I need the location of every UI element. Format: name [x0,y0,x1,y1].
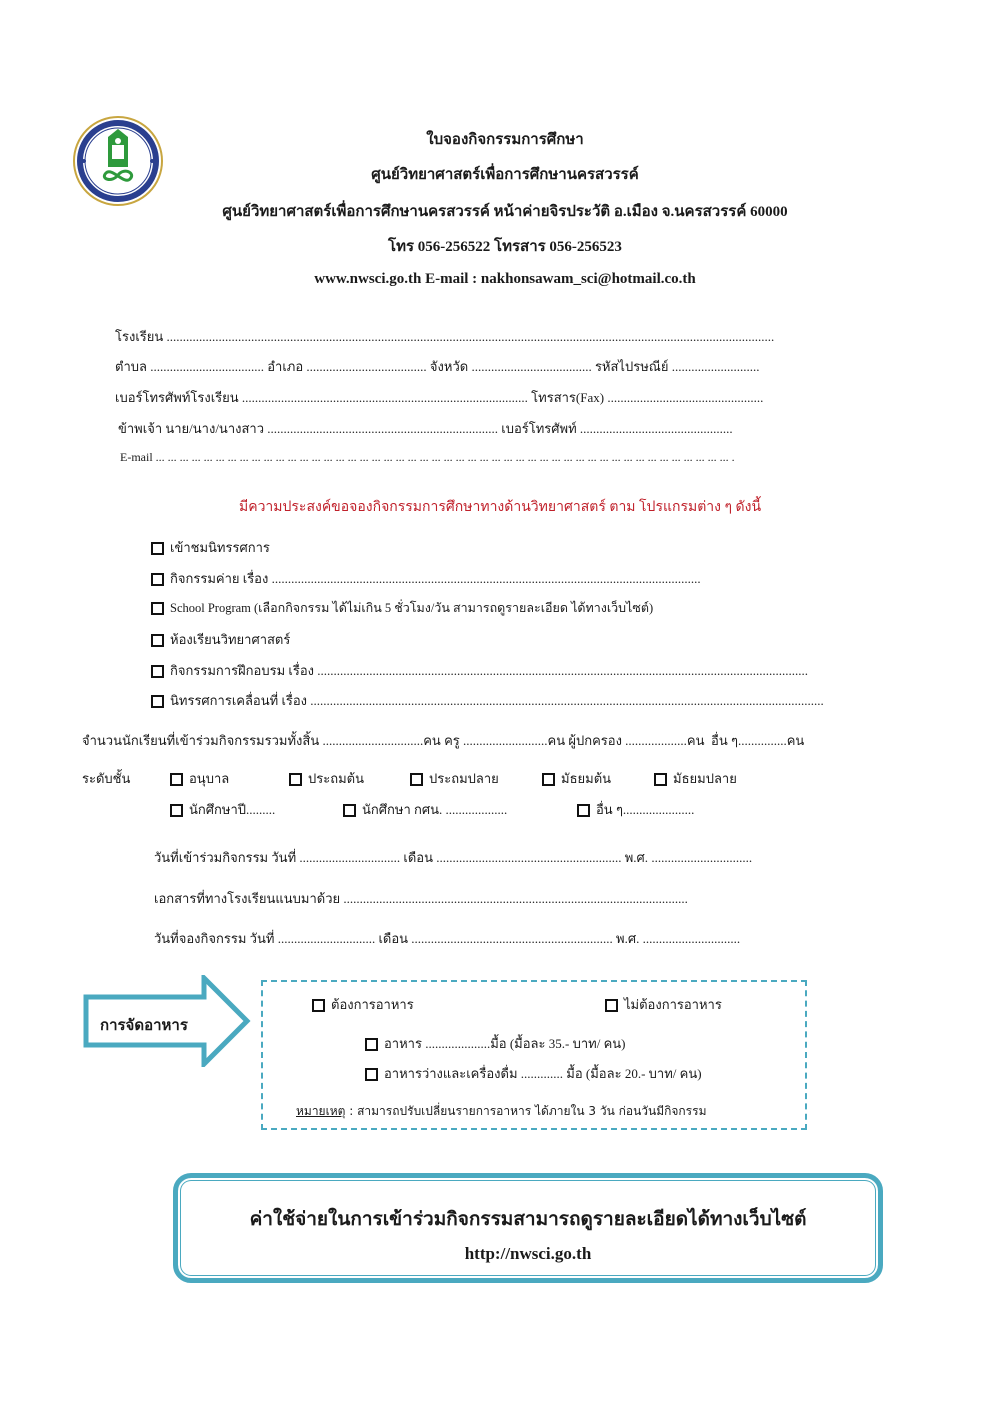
level-option[interactable]: ประถมปลาย [410,768,499,789]
org-address: ศูนย์วิทยาศาสตร์เพื่อการศึกษานครสวรรค์ หน้าค่ายจิรประวัติ อ.เมือง จ.นครสวรรค์ 60000 [222,204,788,220]
program-item[interactable]: เข้าชมนิทรรศการ [151,537,270,558]
checkbox[interactable] [410,773,423,786]
meal-arrangement-label: การจัดอาหาร [100,1018,188,1034]
school-phone-input[interactable]: ........................................................................................ [241,390,528,405]
parents-label: ผู้ปกครอง [568,733,622,748]
phone-input[interactable]: ............................................... [579,421,733,436]
level-option[interactable]: นักศึกษา กศน. ................... [343,799,507,820]
teachers-input[interactable]: .......................... [463,733,548,748]
email-row [120,450,735,465]
program-item[interactable]: กิจกรรมค่าย เรื่อง .................................................................................................................................... [151,568,701,589]
applicant-input[interactable]: ....................................................................... [267,421,498,436]
org-name: ศูนย์วิทยาศาสตร์เพื่อการศึกษานครสวรรค์ [371,167,639,183]
level-option[interactable]: นักศึกษาปี......... [170,799,275,820]
documents-row: เอกสารที่ทางโรงเรียนแนบมาด้วย .......................................................................................................... [154,891,688,906]
province-label: จังหวัด [429,359,469,374]
note-label: หมายเหตุ [296,1104,346,1118]
postcode-label: รหัสไปรษณีย์ [594,359,669,374]
checkbox[interactable] [343,804,356,817]
booking-date-row: วันที่จองกิจกรรม วันที่ .............................. เดือน .............................................................. พ.ศ. .............................. [154,931,741,946]
program-item[interactable]: กิจกรรมการฝึกอบรม เรื่อง ....................................................................................................................................................... [151,660,808,681]
parents-input[interactable]: ................... [625,733,687,748]
subdistrict-input[interactable]: ................................... [150,359,264,374]
fax-label: โทรสาร(Fax) [531,390,605,405]
booking-month-input[interactable]: .............................................................. [411,931,613,946]
checkbox[interactable] [605,999,618,1012]
no-meal-option[interactable]: ไม่ต้องการอาหาร [605,994,722,1015]
checkbox[interactable] [170,804,183,817]
level-option[interactable]: ประถมต้น [289,768,364,789]
checkbox[interactable] [151,542,164,555]
web-email: www.nwsci.go.th E-mail : nakhonsawam_sci@hotmail.co.th [314,271,696,287]
level-option[interactable]: มัธยมปลาย [654,768,737,789]
snack-count-input[interactable]: ............. [520,1066,564,1081]
province-input[interactable]: ..................................... [471,359,592,374]
fax-input[interactable]: ................................................ [607,390,764,405]
meal-option[interactable]: อาหาร ....................มื้อ (มื้อละ 35.- บาท/ คน) [365,1033,625,1054]
cost-text: ค่าใช้จ่ายในการเข้าร่วมกิจกรรมสามารถดูรายละเอียดได้ทางเว็บไซต์ [249,1209,807,1230]
phone-fax: โทร 056-256522 โทรสาร 056-256523 [388,239,622,255]
booking-day-input[interactable]: .............................. [277,931,376,946]
form-title: ใบจองกิจกรรมการศึกษา [426,132,584,148]
note-text: : สามารถปรับเปลี่ยนรายการอาหาร ได้ภายใน 3 วัน ก่อนวันมีกิจกรรม [345,1104,707,1118]
participants-row: จำนวนนักเรียนที่เข้าร่วมกิจกรรมรวมทั้งสิ้น ...............................คน ครู ..........................คน ผู้ปกครอง ...................คน อื่น ๆ...............คน [82,733,805,748]
school-label: โรงเรียน [115,329,164,344]
program-item[interactable]: School Program (เลือกกิจกรรม ได้ไม่เกิน 5 ชั่วโมง/วัน สามารถดูรายละเอียด ได้ทางเว็บไซต์) [151,598,653,618]
checkbox[interactable] [542,773,555,786]
cost-info-box [173,1173,883,1283]
checkbox[interactable] [151,665,164,678]
checkbox[interactable] [654,773,667,786]
applicant-label: ข้าพเจ้า นาย/นาง/นางสาว [118,421,264,436]
postcode-input[interactable]: ........................... [671,359,760,374]
checkbox[interactable] [365,1038,378,1051]
checkbox[interactable] [577,804,590,817]
checkbox[interactable] [151,695,164,708]
snack-option[interactable]: อาหารว่างและเครื่องดื่ม ............. มื้อ (มื้อละ 20.- บาท/ คน) [365,1063,702,1084]
attend-day-input[interactable]: ............................... [299,850,401,865]
district-input[interactable]: ..................................... [306,359,427,374]
subdistrict-label: ตำบล [115,359,147,374]
checkbox[interactable] [151,573,164,586]
address-row [115,356,759,377]
checkbox[interactable] [151,602,164,615]
programs-heading: มีความประสงค์ขอจองกิจกรรมการศึกษาทางด้านวิทยาศาสตร์ ตาม โปรแกรมต่าง ๆ ดังนี้ [238,500,762,515]
checkbox[interactable] [365,1068,378,1081]
meal-count-input[interactable]: .................... [425,1036,491,1051]
level-option[interactable]: อนุบาล [170,768,229,789]
students-label: จำนวนนักเรียนที่เข้าร่วมกิจกรรมรวมทั้งสิ้น [82,733,320,748]
email-label: E-mail [120,450,153,464]
attend-year-input[interactable]: ............................... [651,850,753,865]
program-item[interactable]: นิทรรศการเคลื่อนที่ เรื่อง .............................................................................................................................................................. [151,690,824,711]
levels-label: ระดับชั้น [82,771,131,786]
level-option[interactable]: อื่น ๆ...................... [577,799,694,820]
checkbox[interactable] [312,999,325,1012]
booking-year-input[interactable]: .............................. [642,931,741,946]
applicant-row [118,418,733,439]
website-link[interactable]: http://nwsci.go.th [464,1244,592,1263]
teachers-label: ครู [444,733,460,748]
email-input[interactable]: ... ... ... ... ... ... ... ... ... ... ... ... ... ... ... ... ... ... ... ... ... ... ... ... ... ... ... ... ... ... ... ... ... ... ... ... ... ... ... ... ... ... ... ... ... ... ... ... . [155,450,735,464]
checkbox[interactable] [151,634,164,647]
district-label: อำเภอ [267,359,304,374]
others-label: อื่น ๆ [711,733,738,748]
checkbox[interactable] [289,773,302,786]
phone-label: เบอร์โทรศัพท์ [501,421,577,436]
checkbox[interactable] [170,773,183,786]
attend-month-input[interactable]: ......................................................... [436,850,622,865]
program-item[interactable]: ห้องเรียนวิทยาศาสตร์ [151,629,290,650]
school-field[interactable]: โรงเรียน ........................................................................................................................................................................................... [115,329,775,344]
school-phone-label: เบอร์โทรศัพท์โรงเรียน [115,390,239,405]
want-meal-option[interactable]: ต้องการอาหาร [312,994,414,1015]
meal-note [296,1102,706,1121]
others-input[interactable]: ............... [737,733,787,748]
phone-row [115,387,763,408]
attend-date-row: วันที่เข้าร่วมกิจกรรม วันที่ ............................... เดือน ......................................................... พ.ศ. ............................... [154,850,753,865]
students-input[interactable]: ............................... [322,733,424,748]
documents-input[interactable]: .......................................................................................................... [343,891,688,906]
level-option[interactable]: มัธยมต้น [542,768,611,789]
